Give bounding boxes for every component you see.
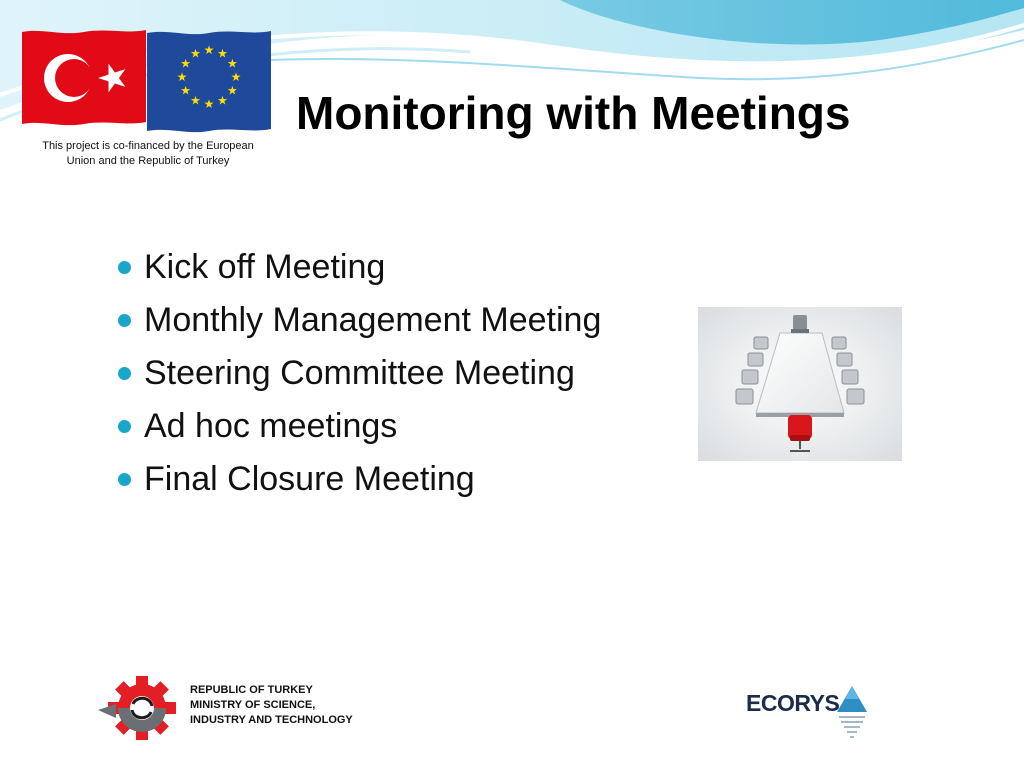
svg-text:★: ★ [176,70,188,84]
svg-text:★: ★ [180,56,191,71]
svg-text:★: ★ [180,83,191,98]
cofinance-line-1: This project is co-financed by the European [42,140,254,152]
eu-flag-icon [147,29,271,135]
ministry-name [190,683,353,728]
bullet-dot-icon [118,261,131,274]
bullet-item [116,455,601,508]
bullet-text: Ad hoc meetings [144,407,398,445]
ministry-line-1: REPUBLIC OF TURKEY [190,684,313,696]
ministry-line-2: MINISTRY OF SCIENCE, [190,699,316,711]
svg-text:★: ★ [230,70,242,84]
ecorys-wordmark: ECORYS [746,690,840,716]
svg-text:★: ★ [227,56,238,71]
meeting-table-image [698,307,902,461]
turkey-flag-icon [22,26,146,128]
svg-text:★: ★ [227,83,238,98]
ministry-gear-logo-icon [98,676,184,740]
ministry-line-3: INDUSTRY AND TECHNOLOGY [190,714,353,726]
cofinance-line-2: Union and the Republic of Turkey [66,155,230,167]
svg-text:★: ★ [217,46,228,61]
bullet-text: Steering Committee Meeting [144,354,575,392]
bullet-dot-icon [118,420,131,433]
svg-text:★: ★ [203,43,215,57]
bullet-item [116,243,601,296]
bullet-text: Kick off Meeting [144,248,386,286]
cofinance-note [22,139,274,169]
svg-text:★: ★ [203,97,215,111]
svg-text:★: ★ [190,93,201,108]
bullet-dot-icon [118,473,131,486]
svg-text:★: ★ [217,93,228,108]
bullet-dot-icon [118,367,131,380]
slide-title: Monitoring with Meetings [296,87,851,139]
bullet-item [116,402,601,455]
svg-text:★: ★ [190,46,201,61]
bullet-item [116,349,601,402]
bullet-text: Final Closure Meeting [144,460,475,498]
bullet-list [116,243,601,508]
bullet-text: Monthly Management Meeting [144,301,602,339]
bullet-dot-icon [118,314,131,327]
bullet-item [116,296,601,349]
